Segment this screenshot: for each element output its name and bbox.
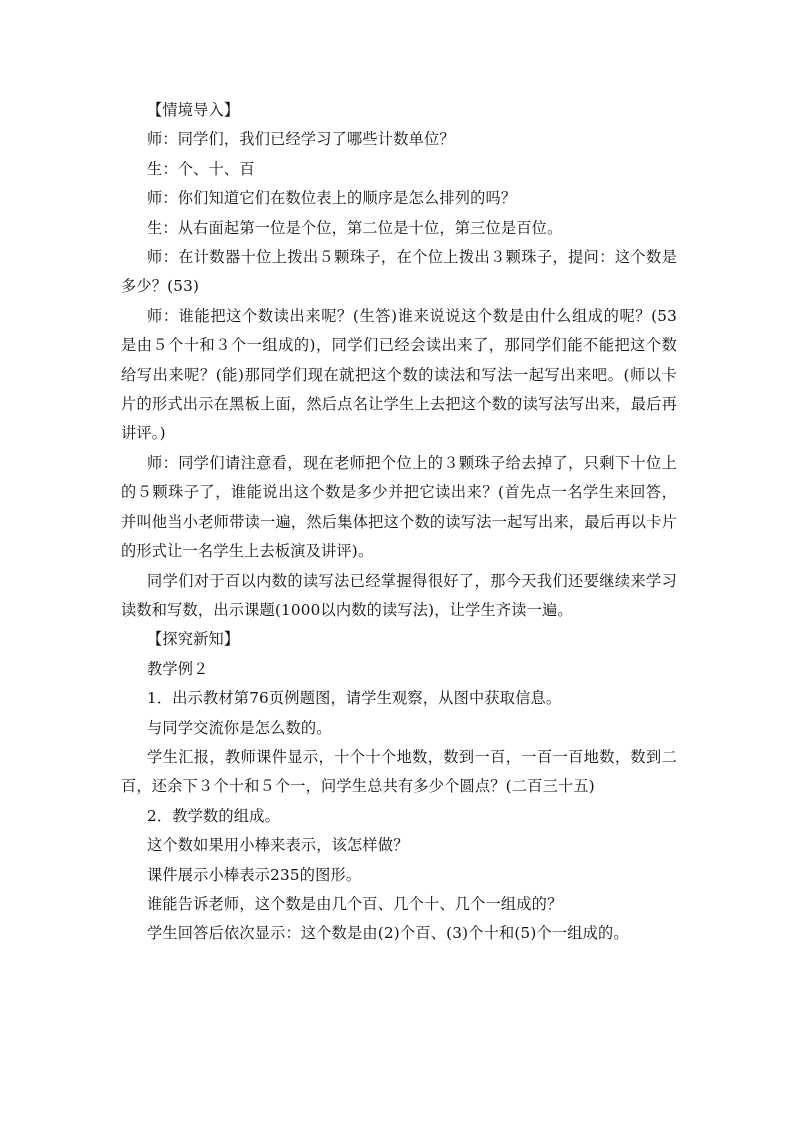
paragraph: 2．教学数的组成。 xyxy=(147,806,280,825)
example-heading: 教学例２ xyxy=(147,659,209,678)
paragraph: 1．出示教材第76页例题图，请学生观察，从图中获取信息。 xyxy=(147,689,562,708)
paragraph: 生：从右面起第一位是个位，第二位是十位，第三位是百位。 xyxy=(147,218,563,237)
document-body xyxy=(121,96,677,949)
paragraph: 师：你们知道它们在数位表上的顺序是怎么排列的吗？ xyxy=(147,189,517,208)
paragraph: 课件展示小棒表示235的图形。 xyxy=(147,865,362,884)
paragraph: 学生回答后依次显示：这个数是由(2)个百、(3)个十和(5)个一组成的。 xyxy=(147,924,629,943)
section-heading-situation-intro: 【情境导入】 xyxy=(147,101,240,119)
paragraph: 师：同学们，我们已经学习了哪些计数单位？ xyxy=(147,130,455,149)
paragraph: 同学们对于百以内数的读写法已经掌握得很好了，那今天我们还要继续来学习读数和写数，出示课题(1000以内数的读写法)，让学生齐读一遍。 xyxy=(121,571,677,619)
paragraph: 谁能告诉老师，这个数是由几个百、几个十、几个一组成的？ xyxy=(147,894,563,913)
paragraph: 生：个、十、百 xyxy=(147,159,255,178)
paragraph: 学生汇报，教师课件显示，十个十个地数，数到一百，一百一百地数，数到二百，还余下３个十和５个一，问学生总共有多少个圆点？(二百三十五) xyxy=(121,747,677,796)
paragraph: 师：在计数器十位上拨出５颗珠子，在个位上拨出３颗珠子，提问：这个数是多少？(53) xyxy=(121,248,677,296)
paragraph: 师：同学们请注意看，现在老师把个位上的３颗珠子给去掉了，只剩下十位上的５颗珠子了，谁能说出这个数是多少并把它读出来？(首先点一名学生来回答，并叫他当小老师带读一遍，然后集体把这个数的读写法一起写出来，最后再以卡片的形式让一名学生上去板演及讲评)。 xyxy=(121,453,677,561)
paragraph: 师：谁能把这个数读出来呢？(生答)谁来说说这个数是由什么组成的呢？(53是由５个十和３个一组成的)，同学们已经会读出来了，那同学们能不能把这个数给写出来呢？(能)那同学们现在就把这个数的读法和写法一起写出来吧。(师以卡片的形式出示在黑板上面，然后点名让学生上去把这个数的读写法写出来，最后再讲评。) xyxy=(121,306,677,443)
paragraph: 与同学交流你是怎么数的。 xyxy=(147,718,332,737)
section-heading-explore-new: 【探究新知】 xyxy=(147,630,240,649)
paragraph: 这个数如果用小棒来表示，该怎样做？ xyxy=(147,836,409,855)
